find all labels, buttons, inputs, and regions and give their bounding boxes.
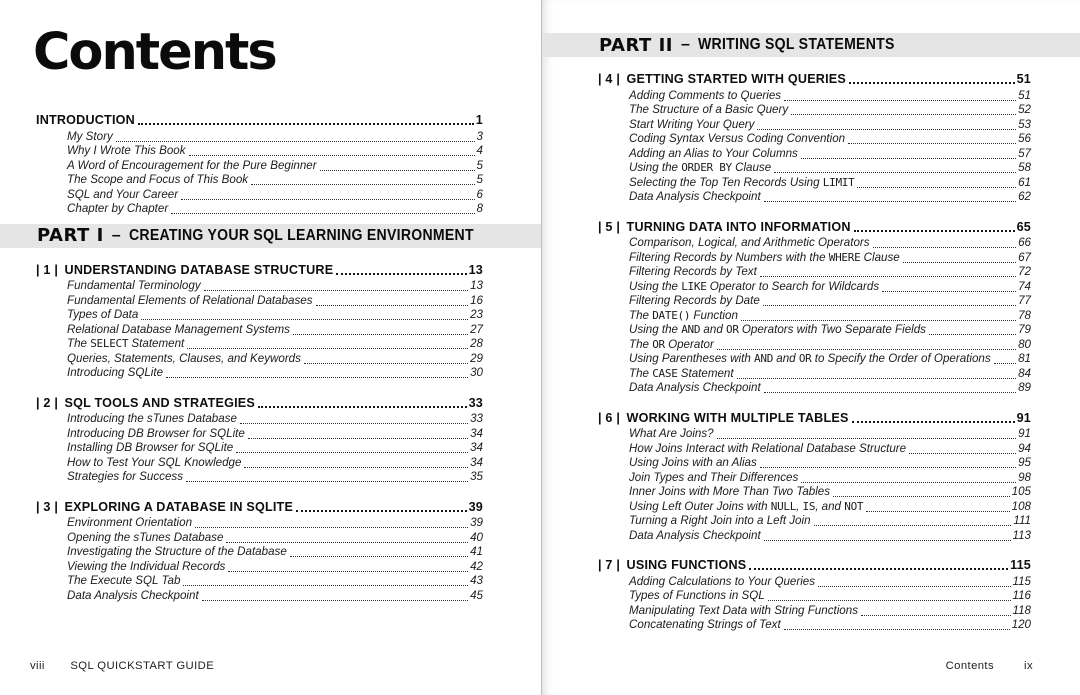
- dot-leader: [166, 377, 468, 378]
- footer-section-title: Contents: [945, 660, 995, 672]
- entry-title: Introducing the sTunes Database: [67, 412, 237, 425]
- toc-entry-row: [36, 352, 483, 367]
- chapter-title: | 2 | SQL TOOLS AND STRATEGIES: [36, 395, 256, 410]
- toc-entry-row: [598, 604, 1031, 619]
- sql-keyword: NOT: [844, 499, 864, 513]
- chapter-block: [598, 71, 1031, 205]
- toc-entry-row: [598, 323, 1031, 338]
- entry-page-number: 84: [1018, 366, 1031, 380]
- entry-title: The Structure of a Basic Query: [629, 103, 789, 116]
- dot-leader: [320, 170, 475, 171]
- entry-title: Why I Wrote This Book: [67, 144, 186, 157]
- sql-keyword: ORDER BY: [681, 161, 732, 174]
- folio-number: ix: [1024, 660, 1033, 672]
- part-title: CREATING YOUR SQL LEARNING ENVIRONMENT: [128, 226, 474, 244]
- sql-keyword: IS: [802, 499, 816, 513]
- dot-leader: [849, 82, 1015, 84]
- entry-page-number: 72: [1018, 265, 1031, 278]
- dot-leader: [768, 600, 1011, 601]
- toc-entry-row: [598, 294, 1031, 309]
- toc-entry-row: [598, 118, 1031, 133]
- entry-title: The OR Operator: [629, 337, 714, 351]
- entry-title: Adding an Alias to Your Columns: [629, 146, 798, 160]
- sql-keyword: DATE(): [652, 308, 691, 322]
- entry-page-number: 33: [470, 412, 483, 425]
- entry-page-number: 43: [470, 574, 483, 587]
- entry-page-number: 39: [470, 516, 483, 529]
- entry-title: Installing DB Browser for SQLite: [67, 441, 234, 454]
- toc-entry-row: [36, 531, 483, 546]
- dot-leader: [116, 141, 475, 142]
- entry-title: Environment Orientation: [67, 516, 193, 529]
- sql-keyword: SELECT: [90, 337, 129, 350]
- chapter-block: [598, 410, 1031, 544]
- dot-leader: [258, 406, 467, 408]
- dot-leader: [801, 482, 1016, 483]
- entry-page-number: 6: [476, 187, 483, 201]
- entry-title: Data Analysis Checkpoint: [629, 381, 761, 394]
- dot-leader: [195, 527, 468, 528]
- dot-leader: [186, 481, 468, 482]
- toc-entry-row: [598, 381, 1031, 396]
- dot-leader: [801, 158, 1016, 159]
- entry-page-number: 62: [1018, 190, 1031, 203]
- sql-keyword: CASE: [652, 366, 678, 380]
- dot-leader: [717, 438, 1016, 439]
- folio-number: viii: [30, 660, 45, 672]
- entry-page-number: 79: [1018, 323, 1031, 336]
- toc-entry-row: [598, 529, 1031, 544]
- chapter-page-number: 115: [1010, 558, 1031, 572]
- left-page-sections: [36, 112, 483, 603]
- dot-leader: [226, 542, 468, 543]
- chapter-title: | 4 | GETTING STARTED WITH QUERIES: [598, 72, 847, 86]
- dot-leader: [814, 525, 1012, 526]
- chapter-page-number: 91: [1016, 410, 1031, 425]
- entry-page-number: 111: [1013, 514, 1031, 527]
- entry-page-number: 53: [1018, 117, 1031, 131]
- entry-page-number: 16: [470, 293, 483, 307]
- entry-page-number: 118: [1012, 603, 1031, 617]
- toc-entry-row: [598, 103, 1031, 118]
- toc-entry-row: [598, 471, 1031, 486]
- toc-entry-row: [36, 294, 483, 309]
- entry-title: How to Test Your SQL Knowledge: [67, 455, 242, 469]
- toc-entry-row: [598, 251, 1031, 266]
- part-label: PART II: [599, 34, 673, 56]
- entry-title: Adding Calculations to Your Queries: [629, 574, 816, 588]
- entry-title: Queries, Statements, Clauses, and Keywords: [67, 351, 301, 365]
- toc-entry-row: [598, 236, 1031, 251]
- entry-page-number: 89: [1018, 381, 1031, 394]
- entry-title: The Scope and Focus of This Book: [67, 173, 249, 186]
- entry-page-number: 4: [476, 144, 483, 157]
- dot-leader: [244, 467, 468, 468]
- entry-page-number: 80: [1018, 337, 1031, 351]
- entry-title: Using Left Outer Joins with NULL, IS, and NOT: [629, 499, 864, 513]
- chapter-heading-row: [36, 262, 483, 278]
- toc-entry-row: [36, 188, 483, 203]
- dot-leader: [763, 305, 1016, 306]
- chapter-block: [36, 395, 483, 485]
- dot-leader: [316, 305, 469, 306]
- entry-page-number: 41: [470, 545, 483, 558]
- entry-title: The CASE Statement: [629, 366, 734, 380]
- entry-page-number: 13: [470, 279, 483, 292]
- chapter-page-number: 51: [1016, 72, 1031, 86]
- entry-page-number: 78: [1018, 308, 1031, 322]
- dot-leader: [293, 334, 468, 335]
- entry-title: Join Types and Their Differences: [629, 470, 799, 484]
- entry-title: Using the LIKE Operator to Search for Wildcards: [629, 279, 880, 293]
- dot-leader: [741, 320, 1016, 321]
- entry-title: Strategies for Success: [67, 470, 183, 483]
- sql-keyword: OR: [798, 352, 812, 365]
- entry-title: Using the AND and OR Operators with Two Separate Fields: [629, 323, 926, 336]
- entry-title: The DATE() Function: [629, 308, 738, 322]
- toc-entry-row: [36, 159, 483, 174]
- entry-title: Introducing SQLite: [67, 366, 164, 379]
- toc-entry-row: [598, 147, 1031, 162]
- dot-leader: [791, 114, 1016, 115]
- toc-entry-row: [36, 456, 483, 471]
- entry-page-number: 95: [1018, 456, 1031, 469]
- entry-title: Using Parentheses with AND and OR to Specify the Order of Operations: [629, 352, 991, 365]
- toc-entry-row: [36, 323, 483, 338]
- toc-entry-row: [598, 367, 1031, 382]
- dot-leader: [994, 363, 1016, 364]
- entry-title: Fundamental Elements of Relational Databases: [67, 293, 313, 307]
- entry-page-number: 42: [470, 559, 483, 573]
- entry-page-number: 29: [470, 351, 483, 365]
- entry-title: A Word of Encouragement for the Pure Beginner: [67, 158, 317, 172]
- dot-leader: [228, 571, 468, 572]
- chapter-block: [598, 219, 1031, 396]
- entry-page-number: 115: [1012, 574, 1031, 588]
- toc-entry-row: [598, 514, 1031, 529]
- sql-keyword: AND: [681, 323, 701, 336]
- toc-entry-row: [598, 485, 1031, 500]
- dot-leader: [183, 585, 468, 586]
- toc-entry-row: [36, 202, 483, 217]
- entry-page-number: 34: [470, 426, 483, 440]
- entry-title: Adding Comments to Queries: [629, 88, 782, 102]
- toc-entry-row: [36, 441, 483, 456]
- chapter-title: INTRODUCTION: [36, 113, 135, 127]
- toc-entry-row: [36, 560, 483, 575]
- entry-page-number: 5: [476, 173, 483, 186]
- dot-leader: [204, 290, 468, 291]
- toc-entry-row: [598, 161, 1031, 176]
- entry-page-number: 30: [470, 366, 483, 379]
- chapter-heading-row: [598, 219, 1031, 235]
- dot-leader: [909, 453, 1016, 454]
- right-page-footer: [946, 660, 1033, 672]
- chapter-page-number: 13: [468, 262, 483, 277]
- entry-page-number: 34: [470, 441, 483, 454]
- entry-page-number: 66: [1018, 236, 1031, 249]
- entry-title: Manipulating Text Data with String Functions: [629, 603, 858, 617]
- dot-leader: [290, 556, 468, 557]
- page-title: Contents: [33, 23, 276, 82]
- dot-leader: [818, 586, 1010, 587]
- dot-leader: [764, 201, 1016, 202]
- sql-keyword: LIKE: [681, 279, 707, 293]
- entry-title: Filtering Records by Numbers with the WHERE Clause: [629, 250, 900, 264]
- entry-title: Filtering Records by Date: [629, 294, 760, 307]
- chapter-title: | 3 | EXPLORING A DATABASE IN SQLITE: [36, 499, 294, 514]
- toc-entry-row: [36, 516, 483, 531]
- entry-page-number: 23: [470, 308, 483, 321]
- toc-entry-row: [36, 130, 483, 145]
- toc-entry-row: [598, 500, 1031, 515]
- entry-page-number: 120: [1011, 618, 1031, 631]
- dot-leader: [903, 262, 1016, 263]
- right-page: [541, 0, 1080, 695]
- dot-leader: [861, 615, 1011, 616]
- toc-entry-row: [598, 618, 1031, 633]
- dot-leader: [848, 143, 1016, 144]
- toc-entry-row: [36, 412, 483, 427]
- sql-keyword: OR: [652, 337, 665, 351]
- dot-leader: [296, 510, 467, 512]
- dot-leader: [857, 187, 1016, 188]
- entry-page-number: 74: [1018, 279, 1031, 293]
- entry-page-number: 3: [476, 129, 483, 143]
- toc-entry-row: [36, 470, 483, 485]
- entry-title: Data Analysis Checkpoint: [629, 190, 761, 203]
- entry-page-number: 28: [470, 337, 483, 350]
- entry-page-number: 77: [1018, 294, 1031, 307]
- entry-title: Coding Syntax Versus Coding Convention: [629, 132, 846, 145]
- toc-entry-row: [36, 173, 483, 188]
- dot-leader: [248, 438, 468, 439]
- dot-leader: [251, 184, 474, 185]
- entry-page-number: 35: [470, 470, 483, 483]
- dot-leader: [760, 467, 1016, 468]
- toc-entry-row: [36, 308, 483, 323]
- toc-entry-row: [598, 309, 1031, 324]
- dot-leader: [784, 100, 1016, 101]
- toc-entry-row: [598, 442, 1031, 457]
- entry-title: Comparison, Logical, and Arithmetic Operators: [629, 236, 870, 249]
- dot-leader: [336, 273, 466, 275]
- toc-entry-row: [598, 280, 1031, 295]
- toc-entry-row: [36, 337, 483, 352]
- entry-title: Data Analysis Checkpoint: [629, 528, 761, 542]
- entry-title: Relational Database Management Systems: [67, 322, 290, 336]
- entry-title: My Story: [67, 129, 113, 143]
- entry-title: Inner Joins with More Than Two Tables: [629, 485, 831, 498]
- part-heading: [0, 224, 541, 248]
- toc-entry-row: [36, 574, 483, 589]
- entry-title: Fundamental Terminology: [67, 279, 201, 292]
- chapter-title: | 6 | WORKING WITH MULTIPLE TABLES: [598, 410, 849, 425]
- entry-page-number: 81: [1018, 352, 1031, 365]
- toc-entry-row: [36, 366, 483, 381]
- dot-leader: [187, 348, 468, 349]
- entry-title: Selecting the Top Ten Records Using LIMIT: [629, 175, 855, 189]
- dot-leader: [873, 247, 1017, 248]
- entry-title: Investigating the Structure of the Database: [67, 545, 287, 558]
- sql-keyword: AND: [754, 352, 774, 365]
- dot-leader: [236, 452, 468, 453]
- sql-keyword: WHERE: [828, 250, 861, 264]
- dot-leader: [181, 199, 474, 200]
- toc-entry-row: [598, 575, 1031, 590]
- entry-page-number: 58: [1018, 161, 1031, 174]
- entry-page-number: 98: [1018, 470, 1031, 484]
- chapter-block: [598, 557, 1031, 633]
- chapter-block: [36, 112, 483, 217]
- entry-page-number: 34: [470, 455, 483, 469]
- entry-page-number: 94: [1018, 441, 1031, 455]
- entry-title: Turning a Right Join into a Left Join: [629, 514, 811, 527]
- sql-keyword: LIMIT: [822, 175, 855, 189]
- entry-title: Start Writing Your Query: [629, 117, 755, 131]
- dot-leader: [138, 123, 474, 125]
- dot-leader: [304, 363, 468, 364]
- dot-leader: [717, 349, 1016, 350]
- entry-page-number: 8: [476, 202, 483, 215]
- chapter-title: | 7 | USING FUNCTIONS: [598, 558, 747, 572]
- toc-entry-row: [598, 132, 1031, 147]
- entry-page-number: 116: [1012, 589, 1031, 602]
- toc-entry-row: [598, 338, 1031, 353]
- toc-entry-row: [598, 589, 1031, 604]
- entry-page-number: 61: [1018, 175, 1031, 189]
- entry-page-number: 27: [470, 322, 483, 336]
- chapter-page-number: 1: [475, 113, 483, 127]
- chapter-heading-row: [598, 410, 1031, 426]
- entry-page-number: 113: [1012, 528, 1031, 542]
- entry-page-number: 105: [1011, 485, 1031, 498]
- chapter-page-number: 33: [468, 395, 483, 410]
- chapter-heading-row: [36, 499, 483, 515]
- entry-page-number: 51: [1018, 88, 1031, 102]
- toc-entry-row: [598, 265, 1031, 280]
- dot-leader: [764, 540, 1011, 541]
- toc-entry-row: [36, 589, 483, 604]
- dot-leader: [929, 334, 1016, 335]
- dot-leader: [764, 392, 1016, 393]
- entry-page-number: 67: [1018, 250, 1031, 264]
- chapter-heading-row: [598, 71, 1031, 87]
- toc-entry-row: [36, 545, 483, 560]
- chapter-title: | 5 | TURNING DATA INTO INFORMATION: [598, 219, 851, 234]
- dot-leader: [774, 172, 1016, 173]
- entry-title: The Execute SQL Tab: [67, 574, 181, 587]
- entry-title: How Joins Interact with Relational Database Structure: [629, 441, 907, 455]
- entry-page-number: 56: [1018, 132, 1031, 145]
- chapter-page-number: 39: [468, 499, 483, 514]
- entry-title: Using Joins with an Alias: [629, 456, 757, 469]
- chapter-heading-row: [36, 112, 483, 128]
- entry-page-number: 5: [476, 158, 483, 172]
- dot-leader: [189, 155, 475, 156]
- entry-page-number: 45: [470, 588, 483, 602]
- dot-leader: [749, 568, 1008, 570]
- chapter-block: [36, 499, 483, 604]
- entry-title: Opening the sTunes Database: [67, 530, 224, 544]
- part-dash: –: [111, 226, 121, 244]
- entry-page-number: 91: [1018, 427, 1031, 440]
- toc-entry-row: [598, 176, 1031, 191]
- sql-keyword: NULL: [770, 499, 797, 513]
- entry-title: Data Analysis Checkpoint: [67, 588, 199, 602]
- dot-leader: [141, 319, 468, 320]
- chapter-heading-row: [36, 395, 483, 411]
- part-label: PART I: [37, 225, 104, 246]
- dot-leader: [882, 291, 1016, 292]
- entry-title: Introducing DB Browser for SQLite: [67, 426, 245, 440]
- chapter-title: | 1 | UNDERSTANDING DATABASE STRUCTURE: [36, 262, 334, 277]
- entry-title: Concatenating Strings of Text: [629, 618, 781, 631]
- entry-title: Types of Functions in SQL: [629, 589, 765, 602]
- toc-entry-row: [598, 427, 1031, 442]
- toc-entry-row: [598, 89, 1031, 104]
- dot-leader: [866, 511, 1009, 512]
- toc-entry-row: [36, 427, 483, 442]
- dot-leader: [833, 496, 1010, 497]
- footer-book-title: SQL QUICKSTART GUIDE: [70, 660, 215, 672]
- toc-entry-row: [598, 456, 1031, 471]
- entry-page-number: 57: [1018, 146, 1031, 160]
- dot-leader: [202, 600, 468, 601]
- entry-title: Viewing the Individual Records: [67, 559, 226, 573]
- entry-page-number: 52: [1018, 103, 1031, 116]
- part-heading: [542, 33, 1080, 57]
- dot-leader: [171, 213, 474, 214]
- part-dash: –: [680, 36, 690, 53]
- toc-entry-row: [36, 279, 483, 294]
- chapter-block: [36, 262, 483, 381]
- chapter-page-number: 65: [1016, 219, 1031, 234]
- chapter-heading-row: [598, 557, 1031, 573]
- entry-title: Types of Data: [67, 308, 139, 321]
- toc-entry-row: [598, 190, 1031, 205]
- dot-leader: [784, 629, 1010, 630]
- entry-title: Using the ORDER BY Clause: [629, 161, 772, 174]
- entry-title: What Are Joins?: [629, 427, 714, 440]
- left-page-footer: [30, 660, 214, 672]
- part-title: WRITING SQL STATEMENTS: [697, 36, 895, 53]
- toc-entry-row: [36, 144, 483, 159]
- entry-page-number: 40: [470, 530, 483, 544]
- entry-title: Chapter by Chapter: [67, 202, 169, 215]
- right-page-sections: [598, 33, 1031, 633]
- sql-keyword: OR: [726, 323, 739, 336]
- dot-leader: [737, 378, 1016, 379]
- entry-page-number: 108: [1011, 499, 1031, 513]
- entry-title: Filtering Records by Text: [629, 265, 757, 278]
- entry-title: The SELECT Statement: [67, 337, 185, 350]
- dot-leader: [852, 421, 1015, 423]
- dot-leader: [854, 230, 1015, 232]
- entry-title: SQL and Your Career: [67, 187, 179, 201]
- dot-leader: [240, 423, 468, 424]
- dot-leader: [757, 129, 1016, 130]
- toc-entry-row: [598, 352, 1031, 367]
- dot-leader: [760, 276, 1016, 277]
